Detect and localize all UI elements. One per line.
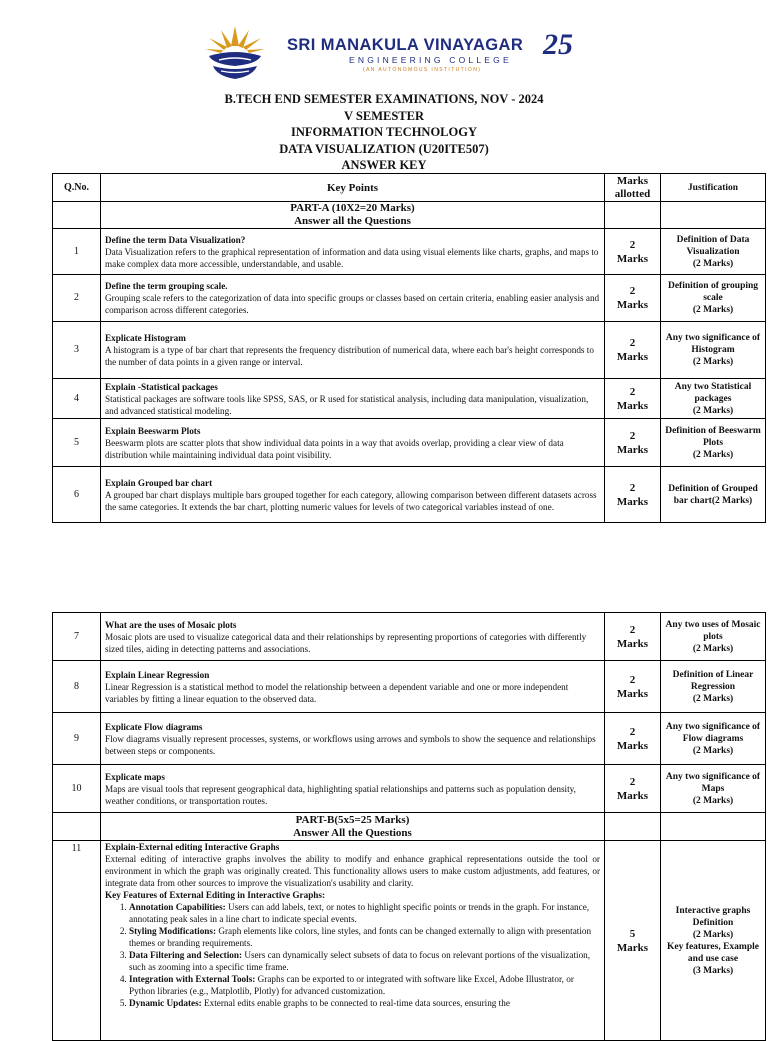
key-points-cell [101,275,605,322]
question-number: 5 [53,419,101,467]
table-row-q3 [53,322,766,379]
semester-label: V SEMESTER [343,108,424,123]
q11-intro: External editing of interactive graphs involves the ability to modify and enhance graphical representations outside the tool or environment in which the graph was originally created. This functionality allows users to make custom adjustments, add features, or integrate data from other sources to improve the visualization's usability and clarity. [105,854,600,888]
marks-cell: 2 Marks [605,379,661,419]
justification-cell: Any two uses of Mosaic plots (2 Marks) [661,613,766,661]
college-emblem-icon [199,22,271,82]
justification-cell: Definition of Beeswarm Plots (2 Marks) [661,419,766,467]
anniversary-badge: 25 [543,28,573,61]
justification-cell: Any two significance of Histogram (2 Marks) [661,322,766,379]
justification-cell: Definition of Grouped bar chart(2 Marks) [661,467,766,523]
question-title: What are the uses of Mosaic plots [105,619,237,630]
question-title: Explicate maps [105,771,165,782]
question-number: 7 [53,613,101,661]
key-points-cell [101,419,605,467]
justification-cell: Definition of Linear Regression (2 Marks) [661,661,766,713]
flame-rays [205,26,265,53]
key-points-cell [101,322,605,379]
college-logo-banner [195,18,595,84]
justification-header: Justification [661,174,766,202]
table-header-row [53,174,766,202]
part-b-subtitle: Answer All the Questions [293,826,412,839]
part-a-row [53,202,766,229]
marks-header: Marks allotted [605,174,661,202]
table-row-q8 [53,661,766,713]
part-b-row [53,813,766,841]
part-a-heading [101,202,605,229]
table-row-q6 [53,467,766,523]
key-points-cell [101,765,605,813]
exam-title: B.TECH END SEMESTER EXAMINATIONS, NOV - 2024 [224,92,544,106]
key-points-cell [101,229,605,275]
key-points-cell [101,613,605,661]
question-number: 6 [53,467,101,523]
table-row-q5 [53,419,766,467]
answer-text: A grouped bar chart displays multiple bars grouped together for each category, allowing comparison between different datasets across the same categories. It extends the bar chart, plotting numeric values for levels of two categorical variables instead of one. [105,489,597,512]
q11-features-title: Key Features of External Editing in Interactive Graphs: [105,890,326,900]
table-row-q7 [53,613,766,661]
answer-key-table-part1 [52,173,766,523]
part-b-title: PART-B(5x5=25 Marks) [295,813,410,826]
question-number: 10 [53,765,101,813]
answer-key-label: ANSWER KEY [341,158,427,172]
part-a-subtitle: Answer all the Questions [294,215,411,227]
justification-cell: Any two significance of Flow diagrams (2 Marks) [661,713,766,765]
table-row-q1 [53,229,766,275]
justification-cell: Definition of Data Visualization (2 Marks) [661,229,766,275]
table-row-q9 [53,713,766,765]
course-label: DATA VISUALIZATION (U20ITE507) [279,141,489,156]
question-title: Define the term Data Visualization? [105,234,246,245]
justification-cell: Interactive graphs Definition (2 Marks) Key features, Example and use case (3 Marks) [661,841,766,1041]
marks-cell: 2 Marks [605,275,661,322]
answer-text: Mosaic plots are used to visualize categorical data and their relationships by representing proportions of categories with differently sized tiles, aiding in detecting patterns and associations. [105,631,587,654]
table-row-q10 [53,765,766,813]
key-points-cell [101,713,605,765]
key-points-cell [101,379,605,419]
list-item: 5. Dynamic Updates: External edits enable graphs to be connected to real-time data sources, ensuring the [129,997,600,1009]
question-title: Explicate Histogram [105,333,186,343]
question-number: 1 [53,229,101,275]
question-title: Define the term grouping scale. [105,281,228,291]
college-tagline: (AN AUTONOMOUS INSTITUTION) [363,67,482,73]
question-number: 3 [53,322,101,379]
marks-cell: 2 Marks [605,467,661,523]
answer-text: Flow diagrams visually represent processes, systems, or workflows using arrows and symbols to show the sequence and relationships between steps or components. [105,733,596,756]
marks-cell: 2 Marks [605,229,661,275]
part-b-heading [101,813,605,841]
key-points-header: Key Points [101,174,605,202]
marks-cell: 2 Marks [605,613,661,661]
answer-text: A histogram is a type of bar chart that represents the frequency distribution of numerical data, where each bar's height corresponds to the number of data points in a given range or interval. [105,345,594,367]
question-title: Explain Linear Regression [105,669,210,680]
college-subtitle: ENGINEERING COLLEGE [349,55,512,65]
justification-cell: Any two Statistical packages (2 Marks) [661,379,766,419]
marks-cell: 2 Marks [605,765,661,813]
qno-header: Q.No. [53,174,101,202]
q11-key-points [101,841,605,1041]
question-title: Explain -Statistical packages [105,381,218,392]
key-points-cell [101,467,605,523]
table-row-q11 [53,841,766,1041]
question-number: 8 [53,661,101,713]
answer-text: Data Visualization refers to the graphical representation of information and data using visual elements like charts, graphs, and maps to make complex data more accessible, understandable, and usable. [105,246,599,269]
table-row-q4 [53,379,766,419]
question-number: 9 [53,713,101,765]
justification-cell: Any two significance of Maps (2 Marks) [661,765,766,813]
marks-cell: 5 Marks [605,841,661,1041]
marks-cell: 2 Marks [605,661,661,713]
question-title: Explain-External editing Interactive Graphs [105,842,280,852]
exam-heading [0,91,768,174]
marks-cell: 2 Marks [605,419,661,467]
question-number: 11 [53,841,101,1041]
question-number: 2 [53,275,101,322]
marks-cell: 2 Marks [605,713,661,765]
question-title: Explicate Flow diagrams [105,721,203,732]
department-label: INFORMATION TECHNOLOGY [290,125,477,139]
question-title: Explain Grouped bar chart [105,477,213,488]
question-number: 4 [53,379,101,419]
question-title: Explain Beeswarm Plots [105,425,201,436]
key-points-cell [101,661,605,713]
answer-text: Maps are visual tools that represent geographical data, highlighting spatial relationships and patterns such as population density, weather conditions, or transportation routes. [105,783,576,806]
justification-cell: Definition of grouping scale (2 Marks) [661,275,766,322]
list-item: 1. Annotation Capabilities: Users can add labels, text, or notes to highlight specific points or trends in the graph. For instance, annotating peak sales in a line chart to indicate special events. [129,901,600,925]
answer-text: Linear Regression is a statistical method to model the relationship between a dependent variable and one or more independent variables by fitting a linear equation to the observed data. [105,681,569,704]
table-row-q2 [53,275,766,322]
answer-text: Statistical packages are software tools like SPSS, SAS, or R used for statistical analysis, including data manipulation, visualization, and advanced statistical modeling. [105,393,589,416]
list-item: 2. Styling Modifications: Graph elements like colors, line styles, and fonts can be changed externally to align with presentation themes or branding requirements. [129,925,600,949]
college-name: SRI MANAKULA VINAYAGAR [287,36,524,54]
list-item: 3. Data Filtering and Selection: Users can dynamically select subsets of data to focus on relevant portions of the visualization, such as zooming into a specific time frame. [129,949,600,973]
answer-key-table-part2 [52,612,766,1041]
part-a-title: PART-A (10X2=20 Marks) [290,202,415,214]
q11-features-list [105,901,600,1009]
answer-text: Grouping scale refers to the categorization of data into specific groups or classes based on certain criteria, enabling easier analysis and comparison across different categories. [105,293,600,315]
list-item: 4. Integration with External Tools: Graphs can be exported to or integrated with software like Excel, Adobe Illustrator, or Python libraries (e.g., Matplotlib, Plotly) for advanced customization. [129,973,600,997]
marks-cell: 2 Marks [605,322,661,379]
answer-text: Beeswarm plots are scatter plots that show individual data points in a way that avoids overlap, providing a clear view of data distribution while maintaining individual data point visibility. [105,437,564,460]
